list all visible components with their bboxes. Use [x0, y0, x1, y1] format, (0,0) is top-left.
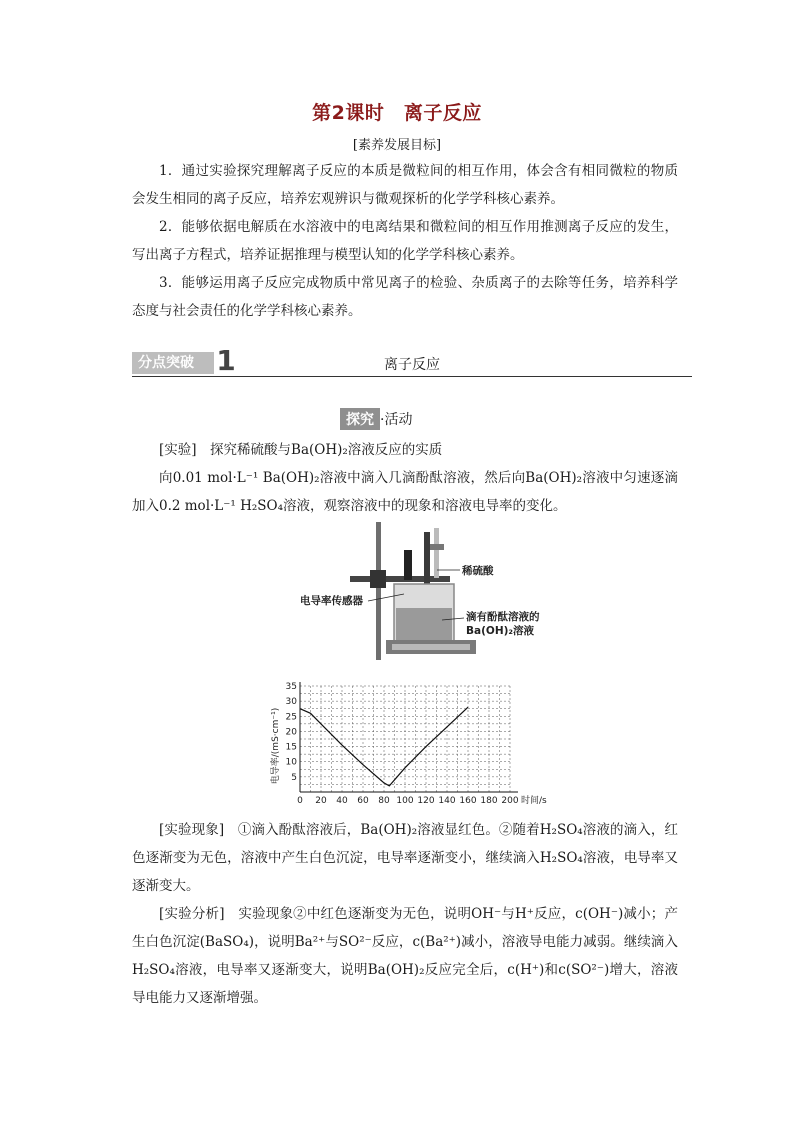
section-banner	[132, 344, 692, 377]
goal-item-3: 3．能够运用离子反应完成物质中常见离子的检验、杂质离子的去除等任务，培养科学态度与社会责任的化学学科核心素养。	[132, 275, 678, 319]
x-tick-label: 140	[438, 796, 456, 806]
y-tick-labels	[286, 682, 298, 783]
x-tick-label: 80	[378, 796, 390, 806]
x-tick-label: 120	[417, 796, 435, 806]
goal-item-2: 2．能够依据电解质在水溶液中的电离结果和微粒间的相互作用推测离子反应的发生，写出离子方程式，培养证据推理与模型认知的化学学科核心素养。	[132, 219, 678, 263]
explore-box: 探究	[340, 408, 380, 430]
analysis-text: [实验分析] 实验现象②中红色逐渐变为无色，说明OH⁻与H⁺反应，c(OH⁻)减小；产生白色沉淀(BaSO₄)，说明Ba²⁺与SO²⁻反应，c(Ba²⁺)减小，溶液导电能力减弱。继续滴入H₂SO₄溶液，电导率又逐渐变大，说明Ba(OH)₂反应完全后，c(H⁺)和c(SO²⁻)增大，溶液导电能力又逐渐增强。	[132, 906, 678, 1006]
x-tick-labels	[297, 796, 519, 806]
phenomenon-text: [实验现象] ①滴入酚酞溶液后，Ba(OH)₂溶液显红色。②随着H₂SO₄溶液的滴入，红色逐渐变为无色，溶液中产生白色沉淀，电导率逐渐变小，继续滴入H₂SO₄溶液，电导率又逐渐变大。	[132, 822, 678, 894]
experiment-text: 向0.01 mol·L⁻¹ Ba(OH)₂溶液中滴入几滴酚酞溶液，然后向Ba(OH)₂溶液中匀速逐滴加入0.2 mol·L⁻¹ H₂SO₄溶液，观察溶液中的现象和溶液电导率的变化。	[132, 470, 678, 514]
explore-heading	[340, 408, 412, 430]
apparatus-figure	[300, 522, 540, 660]
y-tick-label: 25	[285, 712, 297, 723]
conductivity-chart	[268, 678, 568, 808]
y-tick-label: 10	[285, 757, 297, 768]
y-tick-label: 35	[285, 682, 297, 692]
page-title: 第2课时 离子反应	[312, 102, 482, 124]
x-tick-label: 20	[315, 796, 327, 806]
chart-axes	[300, 682, 518, 792]
y-tick-label: 30	[285, 697, 297, 708]
x-tick-label: 40	[336, 796, 348, 806]
label-solution-line2: Ba(OH)₂溶液	[466, 625, 534, 637]
banner-badge: 分点突破	[132, 352, 214, 374]
y-tick-label: 20	[285, 727, 297, 738]
banner-title: 离子反应	[384, 357, 440, 373]
apparatus-illustration	[350, 522, 476, 660]
explore-suffix: ·活动	[380, 412, 413, 428]
y-tick-label: 15	[285, 742, 297, 753]
x-tick-label: 160	[459, 796, 477, 806]
label-solution-line1: 滴有酚酞溶液的	[466, 611, 540, 623]
x-tick-label: 60	[357, 796, 369, 806]
x-tick-label: 180	[480, 796, 498, 806]
x-tick-label: 100	[396, 796, 414, 806]
section-label-goals: [素养发展目标]	[352, 138, 442, 153]
y-tick-label: 5	[291, 772, 297, 783]
banner-badge-number: 1	[214, 348, 238, 374]
x-tick-label: 0	[297, 796, 303, 806]
label-dilute-sulfuric-acid: 稀硫酸	[462, 565, 494, 577]
goal-item-1: 1．通过实验探究理解离子反应的本质是微粒间的相互作用，体会含有相同微粒的物质会发生相同的离子反应，培养宏观辨识与微观探析的化学学科核心素养。	[132, 163, 678, 207]
x-tick-label: 200	[501, 796, 519, 806]
x-axis-label: 时间/s	[521, 796, 547, 806]
label-conductivity-sensor: 电导率传感器	[300, 595, 363, 607]
chart-grid	[300, 686, 510, 792]
experiment-title: [实验] 探究稀硫酸与Ba(OH)₂溶液反应的实质	[159, 442, 443, 458]
y-axis-label: 电导率/(mS·cm⁻¹)	[271, 707, 281, 785]
